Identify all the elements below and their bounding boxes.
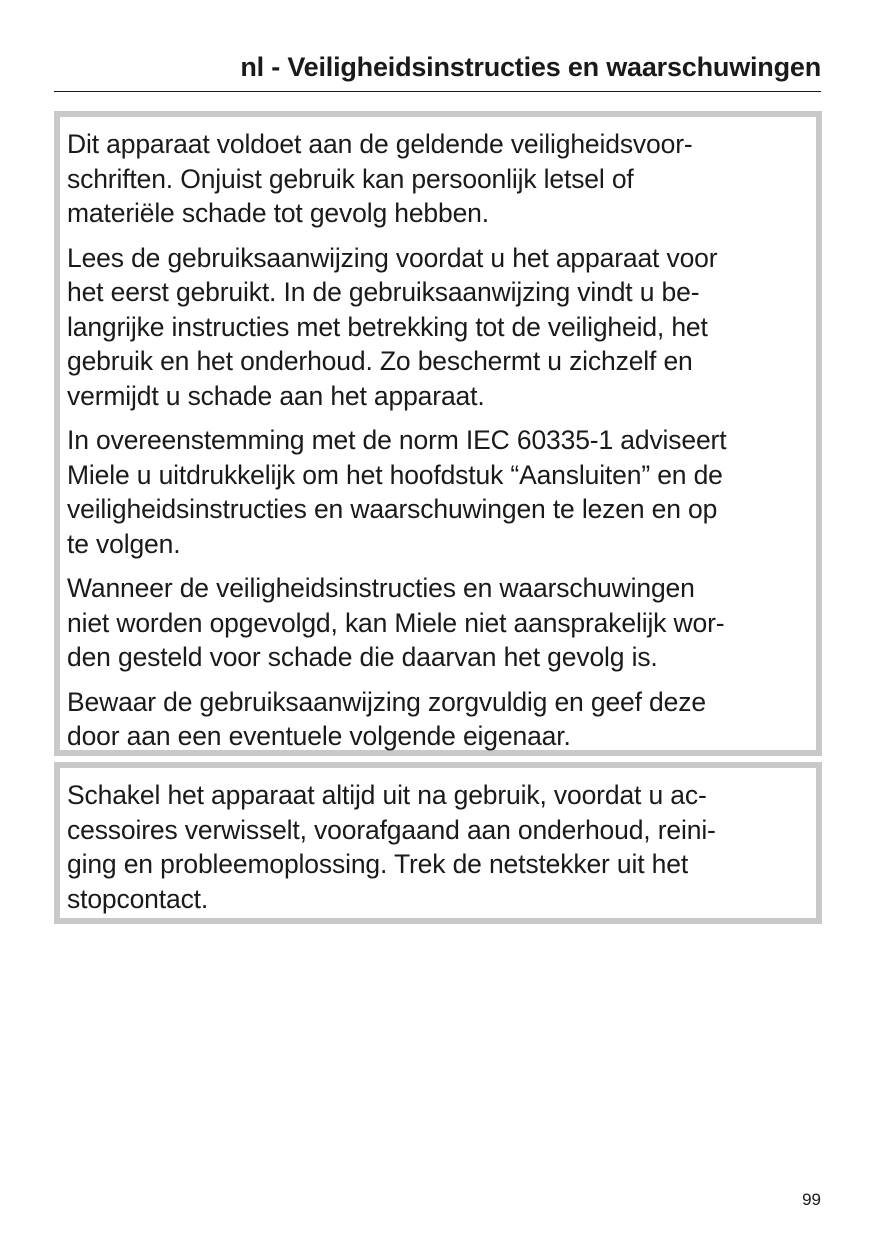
notice-paragraph: Wanneer de veiligheidsinstructies en waarschuwingen niet worden opgevolgd, kan Miele niet aansprakelijk wor- den gesteld voor schade die daarvan het gevolg is.	[67, 573, 725, 672]
page-title: nl - Veiligheidsinstructies en waarschuwingen	[240, 52, 821, 82]
notice-paragraph: Schakel het apparaat altijd uit na gebruik, voordat u ac- cessoires verwisselt, voorafgaand aan onderhoud, reini- ging en probleemoplossing. Trek de netstekker uit het stopcontact.	[67, 780, 716, 914]
switch-off-notice-box	[54, 762, 822, 924]
notice-paragraph: In overeenstemming met de norm IEC 60335-1 adviseert Miele u uitdrukkelijk om het hoofdstuk “Aansluiten” en de veiligheidsinstructies en waarschuwingen te lezen en op te volgen.	[67, 425, 727, 559]
notice-paragraph: Lees de gebruiksaanwijzing voordat u het apparaat voor het eerst gebruikt. In de gebruiksaanwijzing vindt u be- langrijke instructies met betrekking tot de veiligheid, het gebruik en het onderhoud. Zo beschermt u zichzelf en vermijdt u schade aan het apparaat.	[67, 242, 718, 411]
page-header	[54, 48, 821, 92]
safety-notice-box	[54, 111, 822, 756]
notice-paragraph: Bewaar de gebruiksaanwijzing zorgvuldig en geef deze door aan een eventuele volgende eigenaar.	[67, 686, 706, 751]
page-number: 99	[802, 1190, 821, 1209]
notice-paragraph: Dit apparaat voldoet aan de geldende veiligheidsvoor- schriften. Onjuist gebruik kan persoonlijk letsel of materiële schade tot gevolg hebben.	[67, 129, 693, 228]
